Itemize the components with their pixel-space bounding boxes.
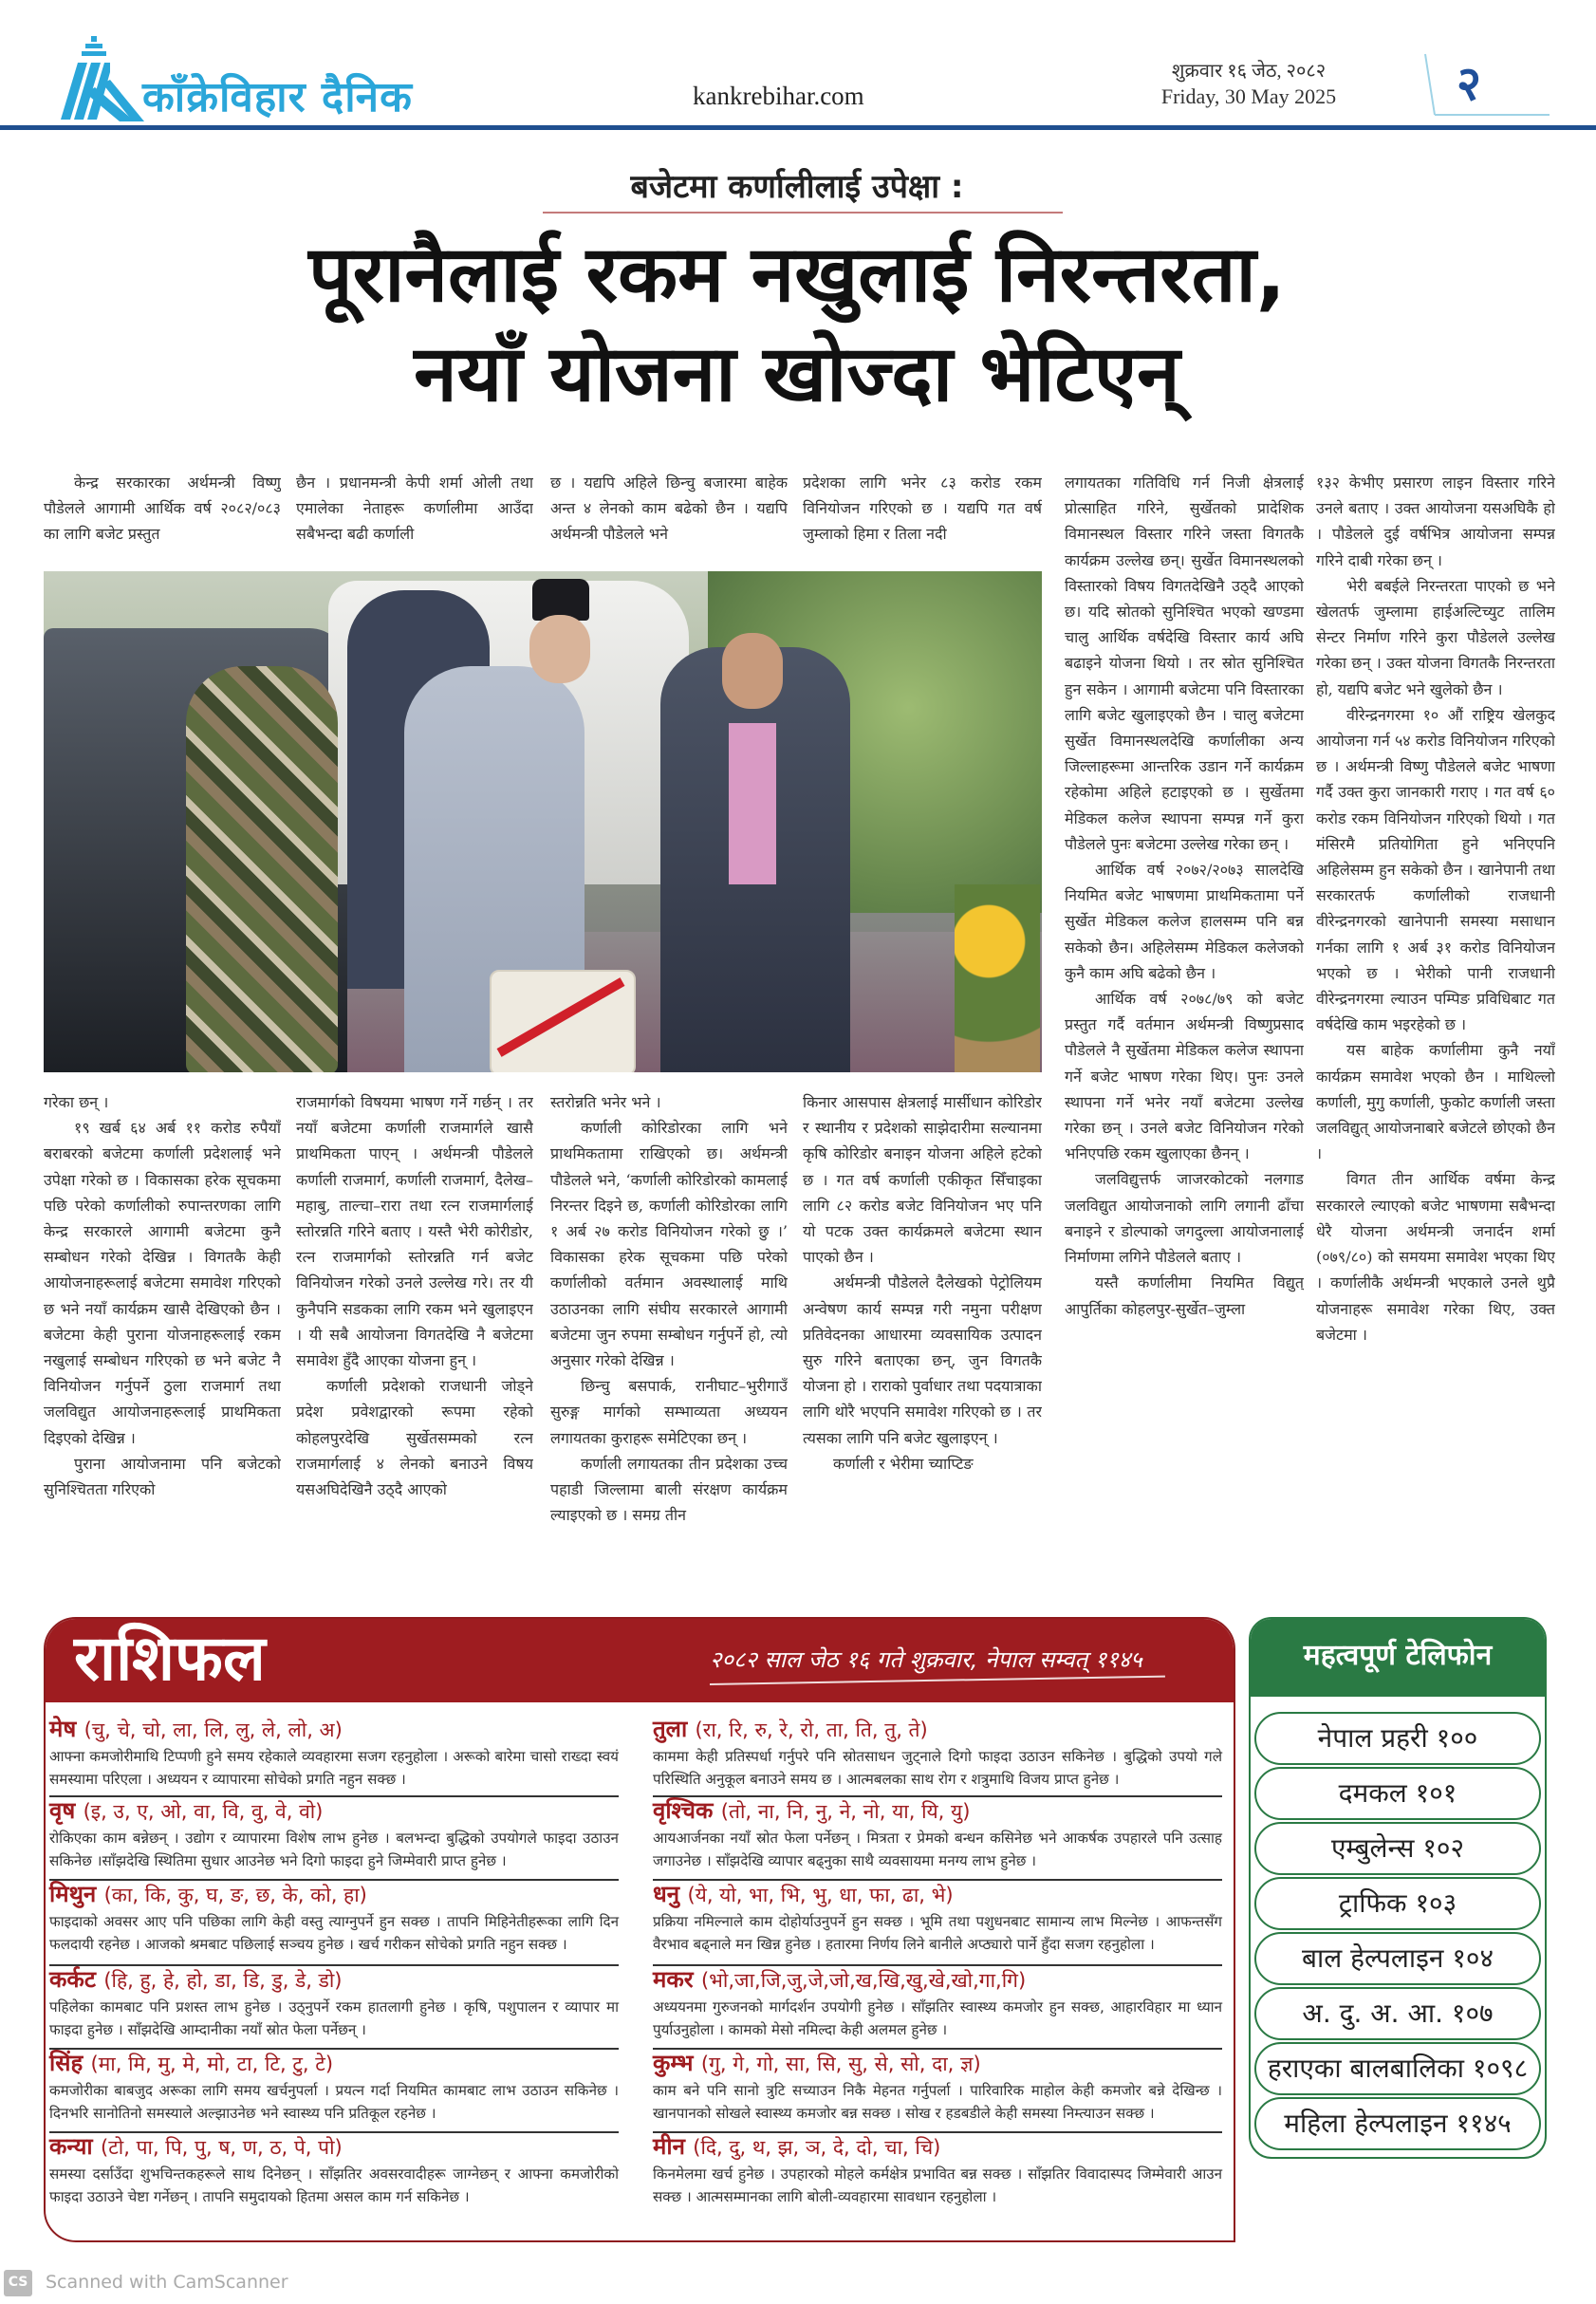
article-column-2-top — [296, 470, 533, 549]
date-nepali: शुक्रवार १६ जेठ, २०८२ — [1171, 61, 1327, 82]
paragraph: पुराना आयोजनामा पनि बजेटको सुनिश्चितता गरिएको — [44, 1454, 281, 1499]
horoscope-sign-heading — [653, 2131, 1222, 2163]
phones-header — [1251, 1619, 1545, 1697]
horoscope-sign-text: काममा केही प्रतिस्पर्धा गर्नुपरे पनि स्रोतसाधन जुट्नाले दिगो फाइदा उठाउन सकिनेछ । बुद्धिको उपयो गले परिस्थिति अनुकूल बनाउने समय छ । आत्मबलका साथ रोग र शत्रुमाथि विजय प्राप्त हुनेछ । — [653, 1748, 1222, 1788]
horoscope-sign-heading — [49, 1714, 619, 1745]
paragraph: केन्द्र सरकारका अर्थमन्त्री विष्णु पौडेलले आगामी आर्थिक वर्ष २०८२/०८३ का लागि बजेट प्रस्तुत — [44, 474, 281, 544]
scanner-watermark: Scanned with CamScanner — [46, 2272, 288, 2293]
horoscope-sign — [49, 1714, 619, 1797]
article-column-3-bottom — [550, 1089, 788, 1607]
article-headline-line2: नयाँ योजना खोज्दा भेटिएन् — [414, 329, 1180, 419]
paragraph: कर्णाली र भेरीमा च्याप्टिङ — [833, 1454, 974, 1473]
newspaper-logo-icon — [57, 34, 147, 124]
horoscope-sign-letters: (चु, चे, चो, ला, लि, लु, ले, लो, अ) — [84, 1719, 343, 1741]
horoscope-sign — [49, 2048, 619, 2133]
horoscope-sign — [49, 1964, 619, 2050]
horoscope-sign-text: अध्ययनमा गुरुजनको मार्गदर्शन उपयोगी हुनेछ । साँझतिर स्वास्थ्य कमजोर हुन सक्छ, आहारविहार मा ध्यान पुर्याउनुहोला । कामको मेसो नमिल्दा केही अलमल हुनेछ । — [653, 1998, 1222, 2038]
horoscope-date: २०८२ साल जेठ १६ गते शुक्रवार, नेपाल सम्वत् ११४५ — [710, 1646, 1142, 1673]
article-column-3-top — [550, 470, 788, 549]
site-url[interactable]: kankrebihar.com — [693, 82, 864, 110]
photo-aide-shirt — [729, 723, 776, 884]
paragraph: १३२ केभीए प्रसारण लाइन विस्तार गरिने उनले बताए । उक्त आयोजना यसअघिकै हो । पौडेलले दुई वर्षभित्र आयोजना सम्पन्न गरिने दाबी गरेका छन् । — [1316, 474, 1555, 569]
article-column-4-bottom — [803, 1089, 1042, 1607]
article-column-5 — [1065, 470, 1304, 1599]
horoscope-sign-name: वृष — [49, 1797, 76, 1824]
article-kicker: बजेटमा कर्णालीलाई उपेक्षा : — [630, 168, 964, 206]
kicker-divider — [543, 212, 1063, 214]
horoscope-sign-name: कर्कट — [49, 1966, 96, 1993]
horoscope-sign — [49, 1795, 619, 1881]
horoscope-sign-name: वृश्चिक — [653, 1797, 714, 1824]
horoscope-sign-text: काम बने पनि सानो त्रुटि सच्याउन निकै मेहनत गर्नुपर्ला । पारिवारिक माहोल केही कमजोर बन्ने देखिन्छ । खानपानको सोखले स्वास्थ्य कमजोर बन्न सक्छ । सोख र हडबडीले केही समस्या निम्त्याउन सक्छ । — [653, 2082, 1222, 2122]
horoscope-sign-text: प्रक्रिया नमिल्नाले काम दोहोर्याउनुपर्ने हुन सक्छ । भूमि तथा पशुधनबाट सामान्य लाभ मिल्नेछ । आफन्तसँग वैरभाव बढ्नाले मन खिन्न हुनेछ । हतारमा निर्णय लिने बानीले अप्ठ्यारो पार्ने हुँदा सजग रहनुहोला । — [653, 1913, 1222, 1953]
horoscope-sign-heading — [653, 2048, 1222, 2079]
horoscope-sign-text: पहिलेका कामबाट पनि प्रशस्त लाभ हुनेछ । उठ्नुपर्ने रकम हातलागी हुनेछ । कृषि, पशुपालन र व्यापार मा फाइदा हुनेछ । साँझदेखि आम्दानीका नयाँ स्रोत फेला पर्नेछन् । — [49, 1998, 619, 2038]
phone-number-item[interactable]: अ. दु. अ. आ. १०७ — [1254, 1987, 1541, 2040]
horoscope-sign — [653, 1795, 1222, 1881]
newspaper-name: काँक्रेविहार दैनिक — [142, 73, 413, 121]
paragraph: स्तरोन्नति भनेर भने । — [550, 1093, 661, 1111]
horoscope-sign-letters: (का, कि, कु, घ, ङ, छ, के, को, हा) — [103, 1884, 367, 1906]
horoscope-sign-text: आफ्ना कमजोरीमाथि टिप्पणी हुने समय रहेकाले व्यवहारमा सजग रहनुहोला । अरूको बारेमा चासो राख्दा स्वयं समस्यामा परिएला । अध्ययन र व्यापारमा सोचेको प्रगति नहुन सक्छ । — [49, 1748, 619, 1788]
paragraph: छैन । प्रधानमन्त्री केपी शर्मा ओली तथा एमालेका नेताहरू कर्णालीमा आउँदा सबैभन्दा बढी कर्णाली — [296, 474, 533, 544]
phone-number-item[interactable]: दमकल १०१ — [1254, 1767, 1541, 1820]
photo-minister-face — [529, 615, 590, 683]
horoscope-sign-heading — [653, 1964, 1222, 1996]
paragraph: कर्णाली प्रदेशको राजधानी जोड्ने प्रदेश प्रवेशद्वारको रूपमा रहेको कोहलपुरदेखि सुर्खेतसम्मको रत्न राजमार्गलाई ४ लेनको बनाउने विषय यसअघिदेखिनै उठ्दै आएको — [296, 1377, 533, 1499]
paragraph: किनार आसपास क्षेत्रलाई मार्सीधान कोरिडोर र स्थानीय र प्रदेशको साझेदारीमा सल्यानमा कृषि कोरिडोर बनाइन योजना अहिले हटेको छ । गत वर्ष कर्णाली एकीकृत सिँचाइका लागि ८२ करोड बजेट विनियोजन भए पनि यो पटक उक्त कार्यक्रमले बजेटमा स्थान पाएको छैन । — [803, 1093, 1042, 1267]
article-photo — [44, 571, 1042, 1072]
horoscope-sign-heading — [653, 1795, 1222, 1827]
horoscope-sign-letters: (ये, यो, भा, भि, भु, धा, फा, ढा, भे) — [687, 1884, 954, 1906]
paragraph: प्रदेशका लागि भनेर ८३ करोड रकम विनियोजन गरिएको छ । यद्यपि गत वर्ष जुम्लाको हिमा र तिला नदी — [803, 474, 1042, 544]
horoscope-sign-heading — [49, 1964, 619, 1996]
horoscope-sign-heading — [653, 1714, 1222, 1745]
page-number-frame-icon — [1423, 52, 1551, 119]
horoscope-sign-heading — [49, 2048, 619, 2079]
issue-date — [1135, 59, 1363, 110]
paragraph: राजमार्गको विषयमा भाषण गर्ने गर्छन् । तर नयाँ बजेटमा कर्णाली राजमार्गले खासै प्राथमिकता पाएन् । अर्थमन्त्री पौडेलले कर्णाली राजमार्ग, कर्णाली राजमार्ग, दैलेख–महाबु, ताल्चा–रारा तथा रत्न राजमार्गलाई स्तोरन्नति गरिने बताए । यस्तै भेरी कोरीडोर, रत्न राजमार्गको स्तोरन्नति गर्न बजेट विनियोजन गरेको उनले उल्लेख गरे। तर यी कुनैपनि सडकका लागि रकम भने खुलाइएन । यी सबै आयोजना विगतदेखि नै बजेटमा समावेश हुँदै आएका योजना हुन् । — [296, 1093, 533, 1370]
horoscope-sign — [49, 1879, 619, 1966]
photo-flowers — [955, 884, 1040, 1072]
horoscope-section — [44, 1617, 1235, 2242]
date-english: Friday, 30 May 2025 — [1160, 84, 1337, 108]
paragraph: भेरी बबईले निरन्तरता पाएको छ भने खेलतर्फ जुम्लामा हाईअल्टिच्युट तालिम सेन्टर निर्माण गरिने कुरा पौडेलले उल्लेख गरेका छन् । उक्त योजना विगतकै निरन्तरता हो, यद्यपि बजेट भने खुलेको छैन । — [1316, 576, 1555, 698]
article-column-2-bottom — [296, 1089, 533, 1607]
horoscope-sign-text: समस्या दर्साउँदा शुभचिन्तकहरूले साथ दिनेछन् । साँझतिर अवसरवादीहरू जाग्नेछन् र आफ्ना कमजोरीको फाइदा उठाउने चेष्टा गर्नेछन् । तापनि समुदायको हितमा असल काम गर्न सकिनेछ । — [49, 2165, 619, 2205]
horoscope-sign-letters: (दि, दु, थ, झ, ञ, दे, दो, चा, चि) — [693, 2136, 941, 2159]
paragraph: १९ खर्ब ६४ अर्ब ११ करोड रुपैयाँ बराबरको बजेटमा कर्णाली प्रदेशलाई भने उपेक्षा गरेको छ । विकासका हरेक सूचकमा पछि परेको कर्णालीको रुपान्तरणका लागि केन्द्र सरकारले आगामी बजेटमा कुनै सम्बोधन गरेको देखिन्न । विगतकै केही आयोजनाहरूलाई बजेटमा समावेश गरिएको छ भने नयाँ कार्यक्रम खासै देखिएको छैन । बजेटमा केही पुराना योजनाहरूलाई रकम नखुलाई सम्बोधन गरिएको छ भने बजेट नै विनियोजन गर्नुपर्ने ठुला राजमार्ग तथा जलविद्युत आयोजनाहरूलाई प्राथमिकता दिइएको देखिन्न । — [44, 1119, 281, 1447]
paragraph: विगत तीन आर्थिक वर्षमा केन्द्र सरकारले ल्याएको बजेट भाषणमा सबैभन्दा धेरै योजना अर्थमन्त्री जनार्दन शर्मा (०७९/८०) को समयमा समावेश भएका थिए । कर्णालीकै अर्थमन्त्री भएकाले उनले थुप्रै योजनाहरू समावेश गरेका थिए, उक्त बजेटमा । — [1316, 1170, 1555, 1344]
article-column-6 — [1316, 470, 1555, 1599]
horoscope-sign-letters: (भो,जा,जि,जु,जे,जो,ख,खि,खु,खे,खो,गा,गि) — [700, 1969, 1027, 1992]
horoscope-sign — [653, 2048, 1222, 2133]
horoscope-sign — [653, 2131, 1222, 2226]
horoscope-sign-heading — [49, 1795, 619, 1827]
horoscope-sign-text: आयआर्जनका नयाँ स्रोत फेला पर्नेछन् । मित्रता र प्रेमको बन्धन कसिनेछ भने आकर्षक उपहारले पनि उत्साह जगाउनेछ । साँझदेखि व्यापार बढ्नुका साथै व्यवसायमा मनग्य लाभ हुनेछ । — [653, 1830, 1222, 1869]
horoscope-sign-letters: (तो, ना, नि, नु, ने, नो, या, यि, यु) — [720, 1800, 971, 1823]
horoscope-sign-letters: (टो, पा, पि, पु, ष, ण, ठ, पे, पो) — [101, 2136, 343, 2159]
phone-number-item[interactable]: एम्बुलेन्स १०२ — [1254, 1822, 1541, 1875]
horoscope-sign-name: कन्या — [49, 2133, 93, 2160]
horoscope-sign-heading — [49, 2131, 619, 2163]
horoscope-sign-letters: (हि, हु, हे, हो, डा, डि, डु, डे, डो) — [103, 1969, 343, 1992]
horoscope-sign-text: किनमेलमा खर्च हुनेछ । उपहारको मोहले कर्मक्षेत्र प्रभावित बन्न सक्छ । साँझतिर विवादास्पद जिम्मेवारी आउन सक्छ । आत्मसम्मानका लागि बोली-व्यवहारमा सावधान रहनुहोला । — [653, 2165, 1222, 2205]
paragraph: यस्तै कर्णालीमा नियमित विद्युत् आपुर्तिका कोहलपुर-सुर्खेत–जुम्ला — [1065, 1273, 1304, 1318]
horoscope-header — [46, 1619, 1234, 1702]
horoscope-sign — [653, 1879, 1222, 1966]
horoscope-sign — [653, 1964, 1222, 2050]
paragraph: छ । यद्यपि अहिले छिन्चु बजारमा बाहेक अन्त ४ लेनको काम बढेको छैन । यद्यपि अर्थमन्त्री पौडेलले भने — [550, 474, 788, 544]
horoscope-sign-letters: (मा, मि, मु, मे, मो, टा, टि, टु, टे) — [90, 2053, 334, 2075]
important-phones-panel — [1249, 1617, 1547, 2159]
horoscope-sign-letters: (रा, रि, रु, रे, रो, ता, ति, तु, ते) — [695, 1719, 928, 1741]
horoscope-sign-name: तुला — [653, 1716, 688, 1742]
horoscope-sign-name: कुम्भ — [653, 2050, 694, 2076]
article-headline-line1: पूरानैलाई रकम नखुलाई निरन्तरता, — [308, 230, 1286, 320]
paragraph: कर्णाली लगायतका तीन प्रदेशका उच्च पहाडी जिल्लामा बाली संरक्षण कार्यक्रम ल्याइएको छ । समग्र तीन — [550, 1454, 788, 1525]
paragraph: वीरेन्द्रनगरमा १० औं राष्ट्रिय खेलकुद आयोजना गर्न ५४ करोड विनियोजन गरिएको छ । अर्थमन्त्री विष्णु पौडेलले बजेट भाषणा गर्दै उक्त कुरा जानकारी गराए । गत वर्ष ६० करोड रकम विनियोजन गरिएको थियो । गत मंसिरमै प्रतियोगिता हुने भनिएपनि अहिलेसम्म हुन सकेको छैन । खानेपानी तथा सरकारतर्फ कर्णालीको राजधानी वीरेन्द्रनगरको खानेपानी समस्या मसाधान गर्नका लागि १ अर्ब ३१ करोड विनियोजन भएको छ । भेरीको पानी राजधानी वीरेन्द्रनगरमा ल्याउन पम्पिङ प्रविधिबाट गत वर्षदेखि काम भइरहेको छ । — [1316, 705, 1555, 1034]
article-column-4-top — [803, 470, 1042, 549]
horoscope-sign-heading — [49, 1879, 619, 1910]
horoscope-sign-text: रोकिएका काम बन्नेछन् । उद्योग र व्यापारमा विशेष लाभ हुनेछ । बलभन्दा बुद्धिको उपयोगले फाइदा उठाउन सकिनेछ ।साँझदेखि स्थितिमा सुधार आउनेछ भने दिगो फाइदा हुने जिम्मेवारी प्राप्त हुनेछ । — [49, 1830, 619, 1869]
phones-title: महत्वपूर्ण टेलिफोन — [1303, 1639, 1493, 1672]
paragraph: अर्थमन्त्री पौडेलले दैलेखको पेट्रोलियम अन्वेषण कार्य सम्पन्न गरी नमुना परीक्षण प्रतिवेदनका आधारमा व्यवसायिक उत्पादन सुरु गरिने बताएका छन्, जुन विगतकै योजना हो । राराको पुर्वाधार तथा पदयात्राका लागि थोरै भएपनि समावेश गरिएको छ । तर त्यसका लागि पनि बजेट खुलाइएन् । — [803, 1273, 1042, 1447]
photo-soldier — [186, 666, 338, 1072]
page-number: २ — [1457, 56, 1481, 111]
article-column-1-top — [44, 470, 281, 549]
horoscope-sign — [49, 2131, 619, 2226]
phone-number-item[interactable]: नेपाल प्रहरी १०० — [1254, 1712, 1541, 1765]
paragraph: लगायतका गतिविधि गर्न निजी क्षेत्रलाई प्रोत्साहित गरिने, सुर्खेतको प्रादेशिक विमानस्थल विस्तार गरिने जस्ता विगतकै कार्यक्रम उल्लेख छन्। सुर्खेत विमानस्थलको विस्तारको विषय विगतदेखिनै उठ्दै आएको छ। यदि स्रोतको सुनिश्चित भएको खण्डमा चालु आर्थिक वर्षदेखि विस्तार कार्य अघि बढाइने योजना थियो । तर स्रोत सुनिश्चित हुन सकेन । आगामी बजेटमा पनि विस्तारका लागि बजेट खुलाइएको छैन । चालु बजेटमा सुर्खेत विमानस्थलदेखि कर्णालीका अन्य जिल्लाहरूमा आन्तरिक उडान गर्ने कार्यक्रम रहेकोमा अहिले हटाइएको छ । सुर्खेतमा मेडिकल कलेज स्थापना सम्पन्न गर्ने कुरा पौडेलले पुनः बजेटमा उल्लेख गरेका छन् । — [1065, 474, 1304, 853]
paragraph: जलविद्युत्तर्फ जाजरकोटको नलगाड जलविद्युत आयोजनाको लागि लगानी ढाँचा बनाइने र डोल्पाको जगदुल्ला आयोजनालाई निर्माणमा लगिने पौडेलले बताए । — [1065, 1170, 1304, 1267]
horoscope-sign-heading — [653, 1879, 1222, 1910]
horoscope-sign — [653, 1714, 1222, 1797]
article-column-1-bottom — [44, 1089, 281, 1607]
horoscope-sign-name: मीन — [653, 2133, 685, 2160]
horoscope-sign-letters: (इ, उ, ए, ओ, वा, वि, वु, वे, वो) — [83, 1800, 324, 1823]
photo-aide-face — [722, 633, 783, 709]
phone-number-item[interactable]: ट्राफिक १०३ — [1254, 1877, 1541, 1930]
horoscope-sign-name: सिंह — [49, 2050, 84, 2076]
masthead-divider — [0, 125, 1596, 130]
horoscope-sign-text: कमजोरीका बाबजुद अरूका लागि समय खर्चनुपर्ला । प्रयत्न गर्दा नियमित कामबाट लाभ उठाउन सकिनेछ । दिनभरि सानोतिनो समस्याले अल्झाउनेछ भने स्वास्थ्य पनि प्रतिकूल रहनेछ । — [49, 2082, 619, 2122]
paragraph: गरेका छन् । — [44, 1093, 109, 1111]
horoscope-date-underline — [710, 1676, 1165, 1685]
horoscope-sign-name: मकर — [653, 1966, 694, 1993]
horoscope-sign-name: धनु — [653, 1881, 680, 1907]
phone-number-item[interactable]: बाल हेल्पलाइन १०४ — [1254, 1932, 1541, 1985]
horoscope-sign-text: फाइदाको अवसर आए पनि पछिका लागि केही वस्तु त्याग्नुपर्ने हुन सक्छ । तापनि मिहिनेतीहरूका लागि दिन फलदायी रहनेछ । आजको श्रमबाट पछिलाई सञ्चय हुनेछ । खर्च गरीकन सोचेको प्रगति नहुन सक्छ । — [49, 1913, 619, 1953]
horoscope-sign-letters: (गु, गे, गो, सा, सि, सु, से, सो, दा, ज्ञ) — [700, 2053, 981, 2075]
horoscope-sign-name: मेष — [49, 1716, 77, 1742]
horoscope-title: राशिफल — [74, 1622, 266, 1695]
paragraph: कर्णाली कोरिडोरका लागि भने प्राथमिकतामा राखिएको छ। अर्थमन्त्री पौडेलले भने, ‘कर्णाली कोरिडोरको कामलाई निरन्तर दिइने छ, कर्णाली कोरिडोरका लागि १ अर्ब २७ करोड विनियोजन गरेको छु ।’ विकासका हरेक सूचकमा पछि परेको कर्णालीको वर्तमान अवस्थालाई माथि उठाउनका लागि संघीय सरकारले आगामी बजेटमा जुन रुपमा सम्बोधन गर्नुपर्ने हो, त्यो अनुसार गरेको देखिन्न । — [550, 1119, 788, 1370]
paragraph: यस बाहेक कर्णालीमा कुनै नयाँ कार्यक्रम समावेश भएको छैन । माथिल्लो कर्णाली, मुगु कर्णाली, फुकोट कर्णाली जस्ता जलविद्युत् आयोजनाबारे बजेटले छोएको छैन । — [1316, 1041, 1555, 1163]
paragraph: छिन्चु बसपार्क, रानीघाट–भुरीगाउँ सुरुङ्ग मार्गको सम्भाव्यता अध्ययन लगायतका कुराहरू समेटिएका छन् । — [550, 1377, 788, 1447]
paragraph: आर्थिक वर्ष २०७८/७९ को बजेट प्रस्तुत गर्दै वर्तमान अर्थमन्त्री विष्णुप्रसाद पौडेलले नै सुर्खेतमा मेडिकल कलेज स्थापना गर्ने बजेट भाषण गरेका थिए। पुनः उनले स्थापना गर्ने भनेर नयाँ बजेटमा उल्लेख गरेका छन् । उनले बजेट विनियोजन गरेको भनिएपछि रकम खुलाएका छैनन् । — [1065, 990, 1304, 1163]
horoscope-sign-name: मिथुन — [49, 1881, 97, 1907]
phone-number-item[interactable]: हराएका बालबालिका १०९८ — [1254, 2042, 1541, 2095]
paragraph: आर्थिक वर्ष २०७२/२०७३ सालदेखि नियमित बजेट भाषणमा प्राथमिकतामा पर्ने सुर्खेत मेडिकल कलेज हालसम्म पनि बन्न सकेको छैन। अहिलेसम्म मेडिकल कलेजको कुनै काम अघि बढेको छैन । — [1065, 861, 1304, 982]
camscanner-logo-icon: CS — [4, 2270, 32, 2296]
phone-number-item[interactable]: महिला हेल्पलाइन ११४५ — [1254, 2097, 1541, 2150]
